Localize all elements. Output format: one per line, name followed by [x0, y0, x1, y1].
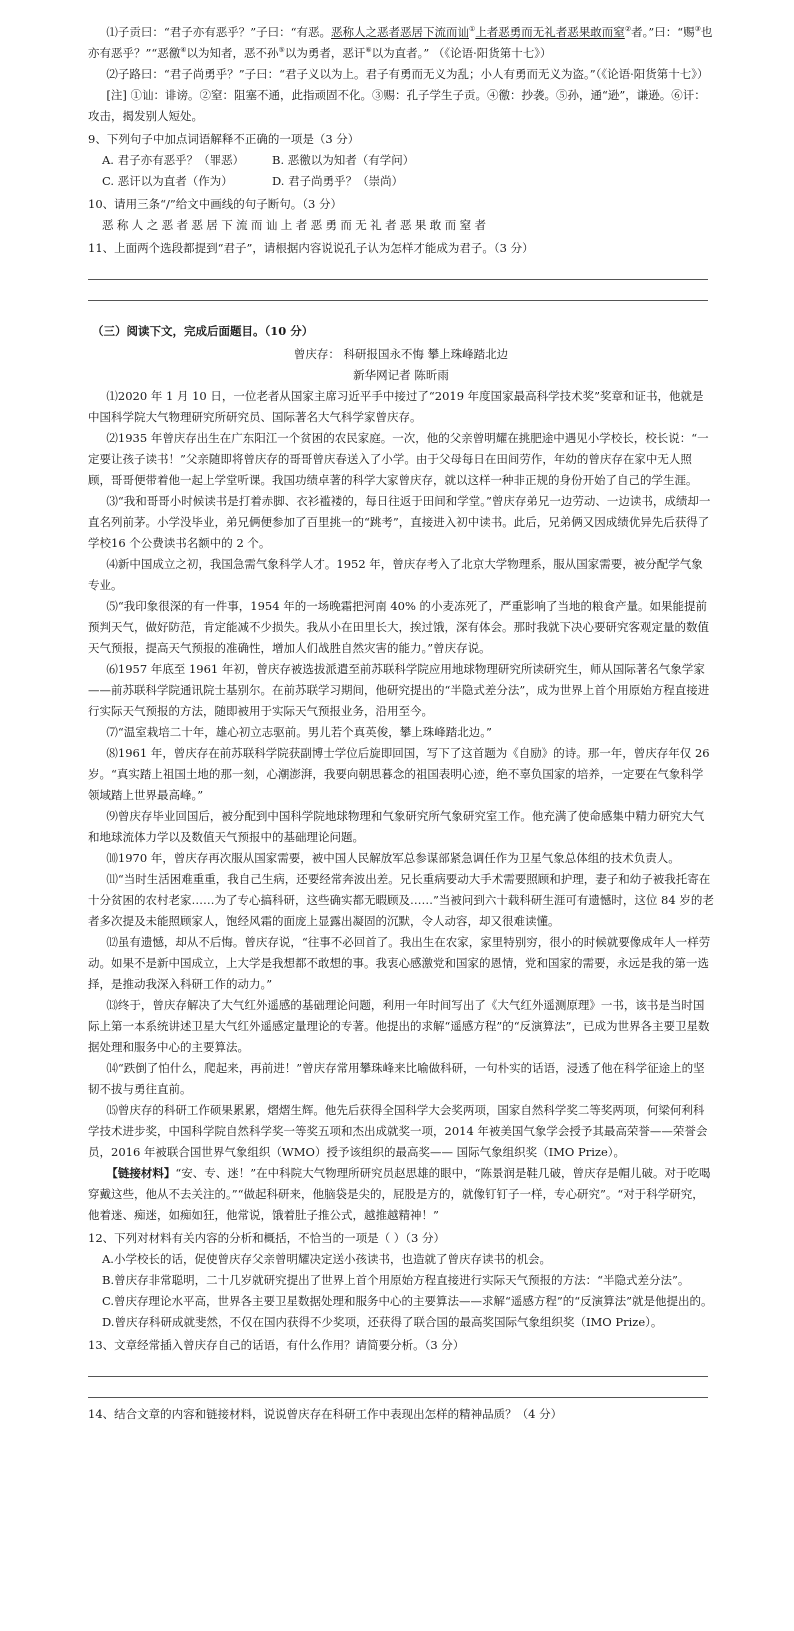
section-heading: （三）阅读下文，完成后面题目。（10 分）: [92, 324, 314, 338]
question-13-stem: 13、文章经常插入曾庆存自己的话语，有什么作用？请简要分析。（3 分）: [88, 1338, 465, 1352]
article-byline: 新华网记者 陈昕雨: [353, 368, 449, 382]
answer-line[interactable]: [88, 1356, 708, 1377]
article-paragraph: ⑿虽有遗憾，却从不后悔。曾庆存说，“往事不必回首了。我出生在农家，家里特别穷，很小的时候就要像成年人一样劳动。如果不是新中国成立，上大学是我想都不敢想的事。我衷心感激党和国家的恩情，党和国家的需要，永远是我的第一选择，是推动我深入科研工作的动力。”: [88, 935, 711, 991]
article-paragraph: ⑴2020 年 1 月 10 日，一位老者从国家主席习近平手中接过了“2019 年度国家最高科学技术奖”奖章和证书，他就是中国科学院大气物理研究所研究员、国际著名大气科学家曾庆存。: [88, 389, 704, 424]
answer-line[interactable]: [88, 1377, 708, 1398]
article-paragraph: ⒂曾庆存的科研工作硕果累累，熠熠生辉。他先后获得全国科学大会奖两项，国家自然科学奖二等奖两项，何梁何利科学技术进步奖，中国科学院自然科学奖一等奖五项和杰出成就奖一项，2014 年被美国气象学会授予其最高荣誉——荣誉会员，2016 年被联合国世界气象组织（WMO）授予该组织的最高奖—— 国际气象组织奖（IMO Prize）。: [88, 1103, 708, 1159]
article-paragraph: ⑹1957 年底至 1961 年初，曾庆存被选拔派遣至前苏联科学院应用地球物理研究所读研究生，师从国际著名气象学家——前苏联科学院通讯院士基别尔。在前苏联学习期间，他研究提出的“半隐式差分法”，成为世界上首个用原始方程直接进行实际天气预报的方法，随即被用于实际天气预报业务，沿用至今。: [88, 662, 710, 718]
question-9-stem: 9、下列句子中加点词语解释不正确的一项是（3 分）: [88, 132, 360, 146]
option-a[interactable]: A. 君子亦有恶乎？（罪恶）: [102, 153, 245, 167]
article-paragraph: ⑵1935 年曾庆存出生在广东阳江一个贫困的农民家庭。一次，他的父亲曾明耀在挑肥途中遇见小学校长，校长说：“一定要让孩子读书！”父亲随即将曾庆存的哥哥曾庆春送入了小学。由于父母每日在田间劳作，年幼的曾庆存在家中无人照顾，哥哥便带着他一起上学堂听课。我国功绩卓著的科学大家曾庆存，就以这样一种非正规的身份开始了自己的学生涯。: [88, 431, 709, 487]
option-c[interactable]: C.曾庆存理论水平高，世界各主要卫星数据处理和服务中心的主要算法——求解“遥感方程”的“反演算法”就是他提出的。: [102, 1294, 713, 1308]
question-12-options: [88, 1249, 714, 1333]
question-14-stem: 14、结合文章的内容和链接材料，说说曾庆存在科研工作中表现出怎样的精神品质？（4 分）: [88, 1407, 563, 1421]
article-paragraph: ⑾“当时生活困难重重，我自己生病，还要经常奔波出差。兄长重病要动大手术需要照顾和护理，妻子和幼子被我托寄在十分贫困的农村老家……为了专心搞科研，这些确实都无暇顾及……”当被问到六十载科研生涯可有遗憾时，这位 84 岁的老者多次提及未能照顾家人，饱经风霜的面庞上显露出凝固的沉默，令人动容，却又很难读懂。: [88, 872, 714, 928]
article-paragraph: ⑻1961 年，曾庆存在前苏联科学院获副博士学位后旋即回国，写下了这首题为《自励》的诗。那一年，曾庆存年仅 26 岁。“真实踏上祖国土地的那一刻，心潮澎湃，我要向朝思暮念的祖国表明心迹，绝不辜负国家的培养，一定要在气象科学领域踏上世界最高峰。”: [88, 746, 710, 802]
article-paragraph: ⑷新中国成立之初，我国急需气象科学人才。1952 年，曾庆存考入了北京大学物理系，服从国家需要，被分配学气象专业。: [88, 557, 703, 592]
article-paragraph: ⒀终于，曾庆存解决了大气红外遥感的基础理论问题，利用一年时间写出了《大气红外遥测原理》一书，该书是当时国际上第一本系统讲述卫星大气红外遥感定量理论的专著。他提出的求解“遥感方程”的“反演算法”，已成为世界各主要卫星数据处理和服务中心的主要算法。: [88, 998, 710, 1054]
classical-passage-1: ⑴子贡曰：“君子亦有恶乎？”子曰：“有恶。恶称人之恶者恶居下流而讪①上者恶勇而无礼者恶果敢而窒②者。”曰：“赐③也亦有恶乎？”“恶徼④以为知者，恶不孙⑤以为勇者，恶讦⑥以为直者。” （《论语·阳货第十七》）: [88, 25, 713, 60]
option-a[interactable]: A.小学校长的话，促使曾庆存父亲曾明耀决定送小孩读书，也造就了曾庆存读书的机会。: [102, 1252, 551, 1266]
article-paragraph: ⑽1970 年，曾庆存再次服从国家需要，被中国人民解放军总参谋部紧急调任作为卫星气象总体组的技术负责人。: [106, 851, 680, 865]
option-b[interactable]: B.曾庆存非常聪明，二十几岁就研究提出了世界上首个用原始方程直接进行实际天气预报的方法：“半隐式差分法”。: [102, 1273, 690, 1287]
question-11-stem: 11、上面两个选段都提到“君子”，请根据内容说说孔子认为怎样才能成为君子。（3 分）: [88, 241, 534, 255]
underlined-sentence-part-1: 恶称人之恶者恶居下流而讪: [331, 25, 470, 39]
article-paragraph: ⑶“我和哥哥小时候读书是打着赤脚、衣衫褴褛的，每日往返于田间和学堂。”曾庆存弟兄一边劳动、一边读书，成绩却一直名列前茅。小学没毕业，弟兄俩便参加了百里挑一的“跳考”，直接进入初中读书。此后，兄弟俩又因成绩优异先后获得了学校16 个公费读书名额中的 2 个。: [88, 494, 711, 550]
question-10-sentence[interactable]: 恶称人之恶者恶居下流而讪上者恶勇而无礼者恶果敢而窒者: [102, 218, 490, 232]
article-paragraph: ⑸“我印象很深的有一件事，1954 年的一场晚霜把河南 40% 的小麦冻死了，严重影响了当地的粮食产量。如果能提前预判天气，做好防范，肯定能减不少损失。我从小在田里长大，挨过饿，深有体会。那时我就下决心要研究客观定量的数值天气预报，提高天气预报的准确性，增加人们战胜自然灾害的能力。”曾庆存说。: [88, 599, 709, 655]
link-material-tag: 【链接材料】: [106, 1166, 176, 1180]
link-material: 【链接材料】“安、专、迷！”在中科院大气物理所研究员赵思雄的眼中，“陈景润是鞋几破，曾庆存是帽儿破。对于吃喝穿戴这些，他从不去关注的。”“做起科研来，他脑袋是尖的，屁股是方的，就像钉钉子一样，专心研究”。“对于科学研究，他着迷、痴迷，如痴如狂，他常说，饿着肚子推公式，越推越精神！”: [88, 1166, 711, 1222]
question-9-options: [88, 150, 714, 192]
option-b[interactable]: B. 恶徼以为知者（有学问）: [272, 153, 415, 167]
option-c[interactable]: C. 恶讦以为直者（作为）: [102, 174, 233, 188]
article-body: [88, 386, 714, 1226]
question-12-stem: 12、下列对材料有关内容的分析和概括，不恰当的一项是（ ）（3 分）: [88, 1231, 446, 1245]
article-title: 曾庆存： 科研报国永不悔 攀上珠峰踏北边: [293, 347, 509, 361]
article-paragraph: ⑼曾庆存毕业回国后，被分配到中国科学院地球物理和气象研究所气象研究室工作。他充满了使命感集中精力研究大气和地球流体力学以及数值天气预报中的基础理论问题。: [88, 809, 705, 844]
article-paragraph: ⒁“跌倒了怕什么，爬起来，再前进！”曾庆存常用攀珠峰来比喻做科研，一句朴实的话语，浸透了他在科学征途上的坚韧不拔与勇往直前。: [88, 1061, 705, 1096]
answer-line[interactable]: [88, 280, 708, 301]
classical-passage-2: ⑵子路曰：“君子尚勇乎？”子曰：“君子义以为上。君子有勇而无义为乱；小人有勇而无义为盗。”（《论语·阳货第十七》）: [106, 67, 709, 81]
option-d[interactable]: D.曾庆存科研成就斐然，不仅在国内获得不少奖项，还获得了联合国的最高奖国际气象组织奖（IMO Prize）。: [102, 1315, 663, 1329]
article-paragraph: ⑺“温室栽培二十年，雄心初立志驱前。男儿若个真英俊，攀上珠峰踏北边。”: [106, 725, 492, 739]
question-10-stem: 10、请用三条“/”给文中画线的句子断句。（3 分）: [88, 197, 342, 211]
underlined-sentence-part-2: 上者恶勇而无礼者恶果敢而窒: [475, 25, 625, 39]
answer-line[interactable]: [88, 259, 708, 280]
annotation-note: [注] ①讪：诽谤。②窒：阻塞不通，此指顽固不化。③赐：孔子学生子贡。④徼：抄袭。⑤孙，通“逊”，谦逊。⑥讦：攻击，揭发别人短处。: [88, 88, 706, 123]
option-d[interactable]: D. 君子尚勇乎？（崇尚）: [272, 174, 404, 188]
